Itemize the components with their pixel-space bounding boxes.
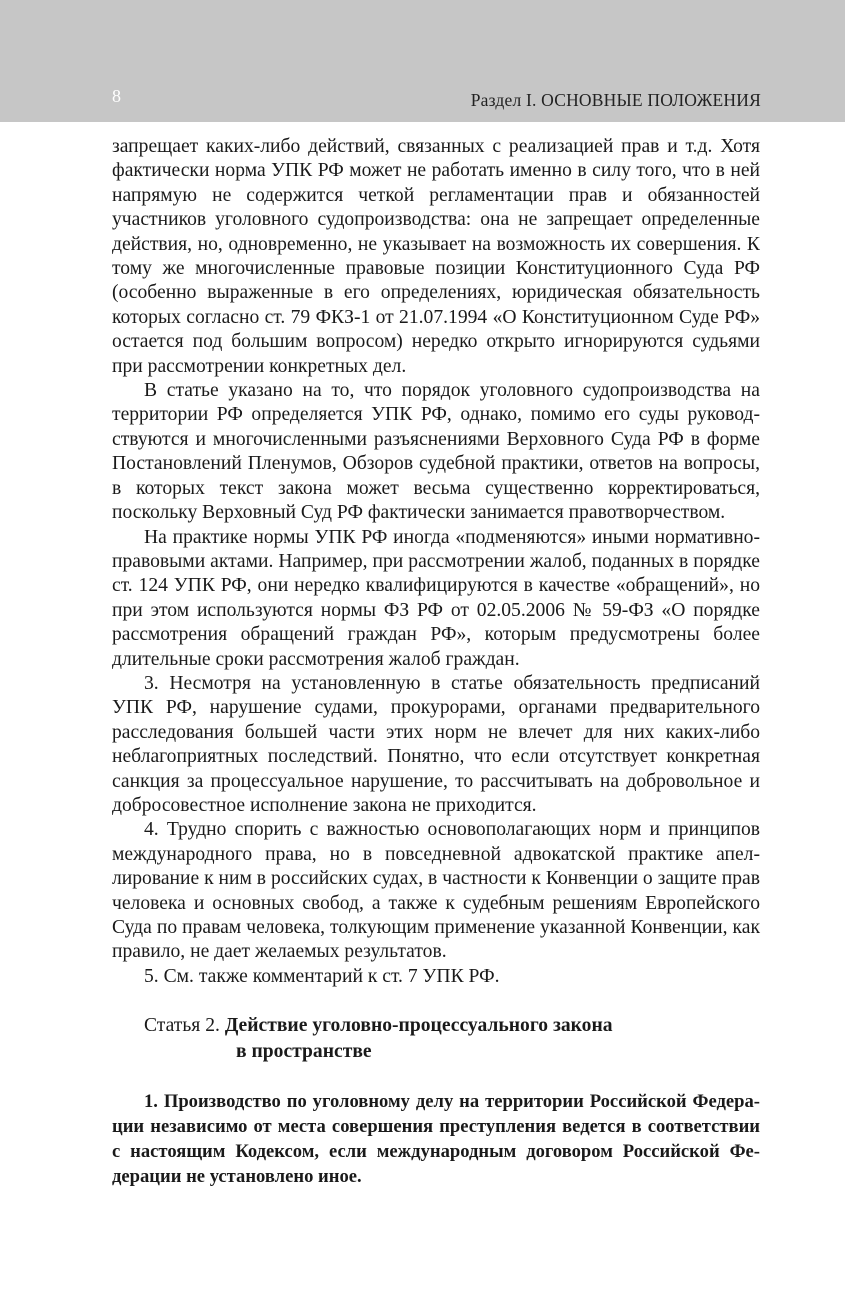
article-heading: [112, 1013, 760, 1065]
article-title-line-2: в пространстве: [236, 1041, 372, 1063]
body-paragraph-3: На практике нормы УПК РФ иногда «подменяются» иными нормативно-правовыми актами. Например, при рассмотрении жалоб, поданных в порядке ст. 124 УПК РФ, они нередко квалифицируются в качестве «обращений», но при этом используются нормы ФЗ РФ от 02.05.2006 № 59-ФЗ «О порядке рассмотрения обращений граждан РФ», которым предусмотрены более длительные сроки рассмотрения жалоб граждан.: [112, 526, 760, 670]
page-header: [0, 0, 845, 122]
body-paragraph-6: 5. См. также комментарий к ст. 7 УПК РФ.: [144, 965, 500, 987]
article-number: Статья 2.: [144, 1015, 220, 1037]
body-paragraph-1: запрещает каких-либо действий, связанных с реализацией прав и т.д. Хотя фактически норма УПК РФ может не работать именно в силу того, что в ней напрямую не содержится четкой регламентации прав и обязанностей участников уголовного судопроизводства: она не запрещает определенные действия, но, одновременно, не указывает на возможность их совершения. К тому же многочисленные правовые позиции Конституционного Суда РФ (особенно выраженные в его определениях, юридическая обязательность которых согласно ст. 79 ФКЗ-1 от 21.07.1994 «О Конституционном Суде РФ» остается под большим вопросом) нередко открыто игнорируются судьями при рассмотрении конкретных дел.: [112, 136, 760, 377]
body-paragraph-4: 3. Несмотря на установленную в статье обязательность предписаний УПК РФ, нарушение судами, прокурорами, органами предварительного расследования большей части этих норм не влечет для них каких-либо неблагоприятных последствий. Понятно, что если отсутствует конкретная санкция за процессуальное нарушение, то рассчитывать на добровольное и добросовестное исполнение закона не приходится.: [112, 672, 760, 816]
article-text: 1. Производство по уголовному делу на территории Российской Федерации независимо от места совершения преступления ведется в соответствии с настоящим Кодексом, если международным договором Российской Федерации не установлено иное.: [112, 1091, 760, 1187]
body-paragraph-2: В статье указано на то, что порядок уголовного судопроизводства на территории РФ определяется УПК РФ, однако, помимо его суды руководствуются и многочисленными разъяснениями Верховного Суда РФ в форме Постановлений Пленумов, Обзоров судебной практики, ответов на вопросы, в которых текст закона может весьма существенно корректироваться, поскольку Верховный Суд РФ фактически занимается правотворчеством.: [112, 380, 760, 524]
running-head: Раздел I. ОСНОВНЫЕ ПОЛОЖЕНИЯ: [470, 90, 761, 110]
article-title-line-1: Действие уголовно-процессуального закона: [224, 1015, 613, 1037]
body-paragraph-5: 4. Трудно спорить с важностью основополагающих норм и принципов международного права, но в повседневной адвокатской практике апеллирование к ним в российских судах, в частности к Конвенции о защите прав человека и основных свобод, а также к судебным решениям Европейского Суда по правам человека, толкующим применение указанной Конвенции, как правило, не дает желаемых результатов.: [112, 819, 760, 963]
page-number: 8: [112, 86, 121, 106]
page-body: [112, 135, 760, 1189]
